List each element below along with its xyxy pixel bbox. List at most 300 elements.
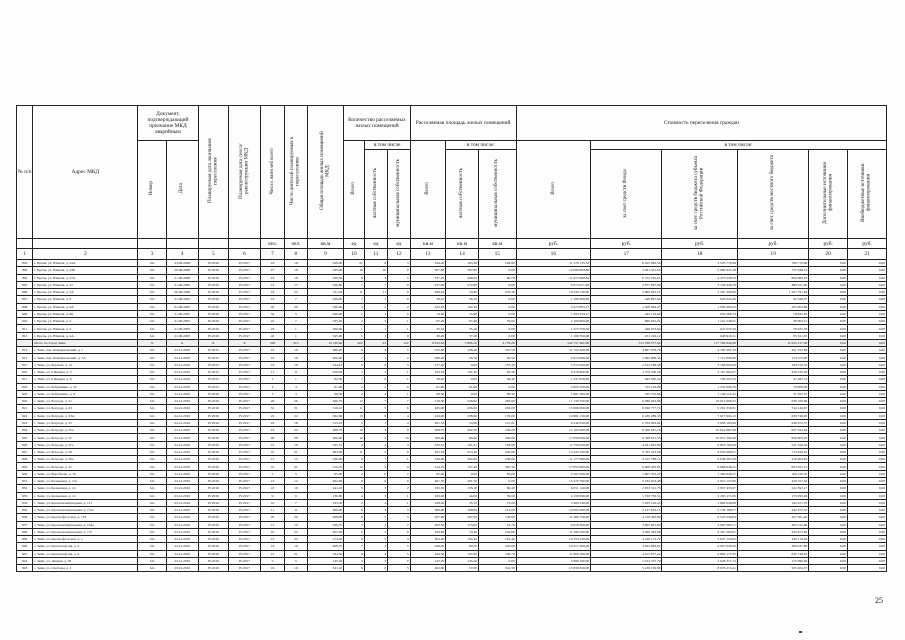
- table-cell: 10: [285, 485, 307, 492]
- table-cell: 4: [285, 383, 307, 390]
- table-cell: 8: [344, 514, 364, 521]
- table-cell: 757 648,13: [737, 267, 808, 274]
- table-cell: 7: [285, 318, 307, 325]
- table-cell: 145,20: [446, 557, 479, 564]
- table-cell: 0,00: [478, 325, 516, 332]
- table-cell: 157,40: [446, 463, 479, 470]
- table-cell: 6 567 283,81: [662, 528, 737, 535]
- col-area-resettled-header: Расселяемая площадь жилых помещений: [410, 106, 516, 141]
- table-cell: 334,60: [410, 528, 446, 535]
- table-cell: 0,00: [848, 419, 887, 426]
- table-cell: 17 050 630,00: [516, 434, 590, 441]
- table-cell: IV.2017: [229, 521, 261, 528]
- table-cell: IV.2017: [229, 441, 261, 448]
- table-cell: Х: [166, 339, 198, 346]
- table-cell: б/н: [138, 398, 167, 405]
- table-cell: 1 007 352,27: [591, 470, 662, 477]
- table-cell: 402,50: [446, 427, 479, 434]
- table-cell: 258,00: [478, 456, 516, 463]
- table-row: [17, 274, 887, 281]
- table-cell: 8 935 480,01: [662, 448, 737, 455]
- table-cell: IV.2016: [198, 289, 229, 296]
- table-cell: г. Зима, ул. Бограда, д. 29а: [33, 456, 138, 463]
- table-cell: б/н: [138, 427, 167, 434]
- table-cell: 168,00: [446, 507, 479, 514]
- table-cell: 6 500 047,10: [591, 427, 662, 434]
- table-cell: IV.2016: [198, 405, 229, 412]
- table-cell: 3 805 601,60: [591, 521, 662, 528]
- table-cell: 508,70: [307, 427, 344, 434]
- table-cell: 18: [260, 419, 284, 426]
- table-cell: 11: [285, 507, 307, 514]
- table-cell: 405,50: [307, 528, 344, 535]
- table-cell: IV.2016: [198, 485, 229, 492]
- table-cell: 10 353 540,00: [516, 536, 590, 543]
- table-cell: 0,00: [809, 383, 848, 390]
- table-cell: г. Зима, ул. Краснопартия, д. 2: [33, 543, 138, 550]
- table-cell: IV.2016: [198, 470, 229, 477]
- table-cell: 435 973,82: [737, 528, 808, 535]
- table-cell: IV.2017: [229, 536, 261, 543]
- table-cell: IV.2017: [229, 543, 261, 550]
- table-cell: г. Зима, пер. Коммунальный, д. 7А: [33, 354, 138, 361]
- table-cell: 0,00: [809, 456, 848, 463]
- table-cell: 11 299 560,00: [516, 528, 590, 535]
- table-cell: 108,20: [410, 499, 446, 506]
- table-cell: 0,00: [809, 281, 848, 288]
- table-cell: 4 867 879,79: [591, 347, 662, 354]
- table-cell: 5: [388, 347, 410, 354]
- table-cell: г. Зима, ул. Бограда, д. 29: [33, 448, 138, 455]
- table-cell: 147,00: [446, 550, 479, 557]
- table-cell: 817: [17, 376, 33, 383]
- table-cell: 24.12.2010: [166, 398, 198, 405]
- table-cell: 0,00: [848, 296, 887, 303]
- table-cell: 0,00: [848, 514, 887, 521]
- table-cell: 20: [285, 303, 307, 310]
- table-cell: 9 018 300,00: [516, 521, 590, 528]
- table-cell: г. Зима, ул. Бограда, д. 21: [33, 398, 138, 405]
- table-cell: 24.12.2010: [166, 354, 198, 361]
- table-cell: 516,10: [307, 405, 344, 412]
- table-cell: 0,00: [478, 477, 516, 484]
- table-cell: б/н: [138, 325, 167, 332]
- table-cell: 7: [285, 499, 307, 506]
- area-total-header: Всего: [410, 141, 446, 239]
- table-cell: 5: [285, 310, 307, 317]
- table-cell: 4: [344, 368, 364, 375]
- table-cell: 1: [388, 456, 410, 463]
- cost-additional-header: Дополнительные источники финансирования: [809, 150, 848, 239]
- table-cell: 57,00: [446, 565, 479, 572]
- table-row: [17, 405, 887, 412]
- table-cell: 18: [285, 543, 307, 550]
- table-cell: 5 910 127,90: [662, 477, 737, 484]
- table-cell: 23.09.2008: [166, 260, 198, 267]
- table-cell: 213,40: [446, 448, 479, 455]
- table-cell: 2: [344, 383, 364, 390]
- table-cell: 177 794 942,68: [662, 339, 737, 346]
- table-cell: 17 163 260,00: [516, 427, 590, 434]
- table-cell: 23.12.2010: [166, 521, 198, 528]
- table-cell: 0,00: [809, 405, 848, 412]
- table-cell: 23.12.2010: [166, 383, 198, 390]
- table-cell: 842: [17, 557, 33, 564]
- unit-cell: кв.м: [478, 239, 516, 249]
- table-cell: г. Зима, ул. Краснофлотская, д. 153: [33, 514, 138, 521]
- table-cell: 5: [364, 514, 387, 521]
- table-cell: 3 525 778,28: [662, 260, 737, 267]
- table-cell: 1 149 521,42: [662, 390, 737, 397]
- table-cell: 1: [364, 332, 387, 339]
- table-cell: б/н: [138, 521, 167, 528]
- table-cell: 145,20: [307, 557, 344, 564]
- table-row: [17, 565, 887, 572]
- table-cell: 2: [344, 499, 364, 506]
- table-cell: 31 955,72: [737, 390, 808, 397]
- table-cell: 2: [388, 303, 410, 310]
- table-row: [17, 368, 887, 375]
- table-cell: б/н: [138, 499, 167, 506]
- table-cell: 1: [285, 376, 307, 383]
- table-cell: 4 783 291,32: [662, 347, 737, 354]
- table-cell: 416,00: [410, 412, 446, 419]
- table-cell: IV.2016: [198, 521, 229, 528]
- table-cell: 1 711 808,46: [662, 354, 737, 361]
- table-cell: 268,00: [307, 514, 344, 521]
- table-cell: г. Зима, ул. Свободы, д. 1: [33, 565, 138, 572]
- table-cell: 3: [388, 507, 410, 514]
- table-cell: 92 348,37: [737, 296, 808, 303]
- table-cell: 16: [285, 354, 307, 361]
- table-cell: 322,10: [410, 303, 446, 310]
- table-cell: 6 528 611,53: [591, 434, 662, 441]
- table-cell: 0: [388, 310, 410, 317]
- table-cell: 135,10: [446, 485, 479, 492]
- table-cell: 6: [344, 361, 364, 368]
- table-cell: 566,70: [307, 398, 344, 405]
- table-cell: 9: [388, 427, 410, 434]
- unit-cell: ед: [364, 239, 387, 249]
- table-cell: IV.2017: [229, 318, 261, 325]
- table-cell: 0,00: [809, 368, 848, 375]
- table-cell: 7: [344, 281, 364, 288]
- table-cell: 175 996,49: [737, 557, 808, 564]
- table-cell: 4 415 977,24: [591, 550, 662, 557]
- table-cell: г. Бреты, ул. Южная, д. 9Б: [33, 310, 138, 317]
- table-cell: 2 002 250,00: [516, 383, 590, 390]
- table-cell: 5: [364, 536, 387, 543]
- table-cell: 11: [344, 289, 364, 296]
- table-cell: 227,00: [410, 281, 446, 288]
- table-cell: 2: [364, 318, 387, 325]
- table-cell: 514,70: [410, 463, 446, 470]
- column-number: 1: [17, 249, 33, 260]
- table-cell: 833: [17, 492, 33, 499]
- table-cell: 4 980 160,00: [516, 557, 590, 564]
- table-cell: 24.12.2010: [166, 412, 198, 419]
- table-cell: 162,90: [478, 260, 516, 267]
- table-cell: IV.2017: [229, 485, 261, 492]
- table-cell: 5: [344, 485, 364, 492]
- table-cell: 61,90: [307, 383, 344, 390]
- table-cell: 15 086 000,00: [516, 405, 590, 412]
- table-cell: 0,00: [848, 310, 887, 317]
- table-cell: 5 669 842,57: [591, 289, 662, 296]
- table-cell: 2: [388, 354, 410, 361]
- table-cell: 92,30: [478, 368, 516, 375]
- table-row: [17, 427, 887, 434]
- scan-mark: [799, 631, 802, 633]
- table-cell: 4: [344, 492, 364, 499]
- table-cell: г. Зима, ул. Бурлова, д. 12: [33, 361, 138, 368]
- table-cell: г. Зима, пер. Коммунальный, д. 7: [33, 347, 138, 354]
- table-cell: 535,90: [307, 267, 344, 274]
- table-cell: г. Бреты, ул. Южная, д. 47А: [33, 274, 138, 281]
- table-cell: 23.12.2010: [166, 368, 198, 375]
- table-cell: 313: [285, 339, 307, 346]
- table-cell: 53,99: [446, 419, 479, 426]
- table-cell: 1 999 483,22: [662, 303, 737, 310]
- table-cell: IV.2017: [229, 267, 261, 274]
- table-cell: 0,00: [848, 405, 887, 412]
- table-cell: Х: [138, 339, 167, 346]
- col-residents-header: Число жителей всего: [260, 106, 284, 239]
- table-cell: г. Зима, ул. Бограда, д. 27: [33, 434, 138, 441]
- table-cell: 0,00: [809, 550, 848, 557]
- table-row: [17, 557, 887, 564]
- table-cell: 31: [285, 463, 307, 470]
- table-cell: б/н: [138, 419, 167, 426]
- table-row: [17, 347, 887, 354]
- table-cell: 6 452 982,59: [591, 260, 662, 267]
- table-cell: 5: [364, 448, 387, 455]
- table-cell: 5: [388, 565, 410, 572]
- table-cell: 60,40: [478, 485, 516, 492]
- table-cell: б/н: [138, 354, 167, 361]
- table-cell: 436 116,84: [737, 536, 808, 543]
- table-cell: б/н: [138, 383, 167, 390]
- table-cell: 300,00: [410, 507, 446, 514]
- table-row: [17, 419, 887, 426]
- table-cell: г. Зима, ул. Бограда, д. 27а: [33, 441, 138, 448]
- table-cell: г. Зима, ул. Бабушкина, д. 6: [33, 390, 138, 397]
- table-cell: 2 263 171,09: [662, 492, 737, 499]
- table-cell: 23.12.2010: [166, 376, 198, 383]
- table-cell: 5 239 159,89: [591, 565, 662, 572]
- table-cell: 157,20: [478, 361, 516, 368]
- table-cell: б/н: [138, 361, 167, 368]
- table-cell: 11 579 135,53: [516, 260, 590, 267]
- table-cell: 24.12.2010: [166, 441, 198, 448]
- table-cell: 0,00: [848, 412, 887, 419]
- table-cell: IV.2017: [229, 565, 261, 572]
- table-row: [17, 281, 887, 288]
- table-cell: г. Зима, ул. 9 Января, д. 6: [33, 376, 138, 383]
- column-number: 19: [737, 249, 808, 260]
- table-cell: 0,00: [848, 267, 887, 274]
- col-cost-header: Стоимость переселения граждан: [516, 106, 886, 141]
- table-cell: 8: [344, 347, 364, 354]
- table-cell: IV.2015: [198, 354, 229, 361]
- table-cell: 285,60: [478, 398, 516, 405]
- table-cell: 67,20: [410, 318, 446, 325]
- table-cell: IV.2016: [198, 492, 229, 499]
- table-cell: 0: [388, 296, 410, 303]
- table-cell: 5: [388, 274, 410, 281]
- table-cell: IV.2016: [198, 499, 229, 506]
- table-cell: 195,50: [410, 485, 446, 492]
- table-cell: IV.2017: [229, 477, 261, 484]
- table-cell: 2 597 000,00: [516, 470, 590, 477]
- table-cell: 827: [17, 448, 33, 455]
- rooms-private-header: частная собственность: [364, 150, 387, 239]
- table-cell: 1 720 756,54: [591, 492, 662, 499]
- table-cell: г. Бреты, ул. Южная, д. 9: [33, 296, 138, 303]
- table-cell: 2: [364, 347, 387, 354]
- table-cell: 35,10: [446, 325, 479, 332]
- table-cell: 4 566 343,88: [591, 528, 662, 535]
- table-cell: 825: [17, 434, 33, 441]
- table-cell: IV.2017: [229, 412, 261, 419]
- table-cell: 280,20: [410, 354, 446, 361]
- table-cell: 18: [285, 267, 307, 274]
- table-cell: 3 958 183,99: [662, 419, 737, 426]
- table-cell: 1: [285, 325, 307, 332]
- table-row: [17, 390, 887, 397]
- cost-fund-header: за счет средств Фонда: [591, 150, 662, 239]
- table-cell: 545,00: [307, 332, 344, 339]
- table-cell: 803: [17, 267, 33, 274]
- table-cell: 0,00: [809, 318, 848, 325]
- table-cell: 212,00: [478, 507, 516, 514]
- column-number: 5: [198, 249, 229, 260]
- table-cell: 101,20: [446, 368, 479, 375]
- table-cell: 0,00: [848, 492, 887, 499]
- table-cell: IV.2016: [198, 325, 229, 332]
- table-cell: IV.2017: [229, 550, 261, 557]
- table-cell: 0: [388, 267, 410, 274]
- column-number: 3: [138, 249, 167, 260]
- table-cell: 1: [344, 296, 364, 303]
- table-cell: 869 911,00: [737, 281, 808, 288]
- table-cell: 0,00: [848, 361, 887, 368]
- table-cell: IV.2016: [198, 260, 229, 267]
- table-cell: 13: [344, 412, 364, 419]
- table-cell: г. Зима, ул. Бограда, д. 31: [33, 463, 138, 470]
- table-cell: г. Зима, ул. Краснокоммунарная, д. 154а: [33, 521, 138, 528]
- table-cell: 0,00: [848, 332, 887, 339]
- table-cell: б/н: [138, 448, 167, 455]
- table-cell: 0,00: [446, 390, 479, 397]
- table-cell: 28: [260, 434, 284, 441]
- table-cell: 98,30: [478, 390, 516, 397]
- table-cell: 0,00: [809, 477, 848, 484]
- table-cell: 0,00: [848, 376, 887, 383]
- table-cell: 278,30: [478, 289, 516, 296]
- table-cell: 426 257,64: [737, 477, 808, 484]
- table-cell: г. Зима, ул. Воробьева, д. 16: [33, 470, 138, 477]
- table-cell: 122: [388, 339, 410, 346]
- table-cell: б/н: [138, 463, 167, 470]
- table-cell: 9: [285, 492, 307, 499]
- table-cell: б/н: [138, 557, 167, 564]
- table-cell: 0,00: [809, 347, 848, 354]
- table-cell: IV.2016: [198, 434, 229, 441]
- table-cell: 0,00: [478, 281, 516, 288]
- table-row: [17, 310, 887, 317]
- table-cell: IV.2016: [198, 419, 229, 426]
- table-cell: IV.2016: [198, 310, 229, 317]
- table-cell: 820: [17, 398, 33, 405]
- table-cell: 804: [17, 274, 33, 281]
- table-cell: 6 276 660,00: [516, 368, 590, 375]
- table-cell: 336,00: [410, 456, 446, 463]
- table-cell: 23: [260, 274, 284, 281]
- table-cell: 1 265 120,23: [591, 499, 662, 506]
- table-cell: 835: [17, 507, 33, 514]
- table-cell: 1: [388, 368, 410, 375]
- table-cell: IV.2017: [229, 303, 261, 310]
- table-cell: 12: [344, 427, 364, 434]
- table-cell: 838: [17, 528, 33, 535]
- table-cell: 500,00: [307, 325, 344, 332]
- table-cell: 1 987 390,00: [516, 390, 590, 397]
- table-cell: 333,30: [307, 499, 344, 506]
- table-cell: 0,00: [848, 427, 887, 434]
- table-cell: 620 603,05: [737, 434, 808, 441]
- table-cell: 2 614 186,48: [591, 361, 662, 368]
- table-cell: 12: [344, 398, 364, 405]
- table-cell: 345,31: [307, 441, 344, 448]
- table-cell: 31: [260, 463, 284, 470]
- table-cell: 0,00: [848, 441, 887, 448]
- doc-number-header: Номер: [138, 141, 167, 239]
- table-cell: 10 417 300,00: [516, 543, 590, 550]
- table-cell: 2: [388, 485, 410, 492]
- table-cell: 814: [17, 354, 33, 361]
- table-cell: IV.2017: [229, 398, 261, 405]
- table-cell: 22: [260, 318, 284, 325]
- table-cell: 21.08.2008: [166, 274, 198, 281]
- table-cell: 3: [364, 521, 387, 528]
- table-cell: 2 857 433,07: [662, 485, 737, 492]
- table-cell: 839: [17, 536, 33, 543]
- table-cell: г. Бреты, ул. Южная, д. 4А: [33, 332, 138, 339]
- table-cell: 0: [388, 383, 410, 390]
- table-cell: 647 070,29: [662, 325, 737, 332]
- col-planned-end-header: Планируемая дата окончания переселения: [198, 106, 229, 239]
- table-row: [17, 543, 887, 550]
- table-cell: 5 689 423,18: [662, 267, 737, 274]
- table-cell: г. Зима, ул. Краснофлотская, д. 1: [33, 536, 138, 543]
- table-cell: 1 892 048,68: [662, 499, 737, 506]
- table-cell: 0,00: [809, 260, 848, 267]
- table-cell: 38,40: [410, 376, 446, 383]
- table-cell: 744 149,67: [737, 405, 808, 412]
- unit-cell: чел.: [260, 239, 284, 249]
- table-cell: IV.2016: [198, 543, 229, 550]
- table-cell: 18: [285, 419, 307, 426]
- table-cell: 15: [260, 456, 284, 463]
- table-cell: 5: [344, 419, 364, 426]
- table-cell: 0,00: [809, 332, 848, 339]
- table-cell: IV.2017: [229, 296, 261, 303]
- table-cell: 21: [344, 260, 364, 267]
- table-cell: 5: [388, 550, 410, 557]
- unit-cell: руб.: [591, 239, 662, 249]
- table-cell: IV.2016: [198, 441, 229, 448]
